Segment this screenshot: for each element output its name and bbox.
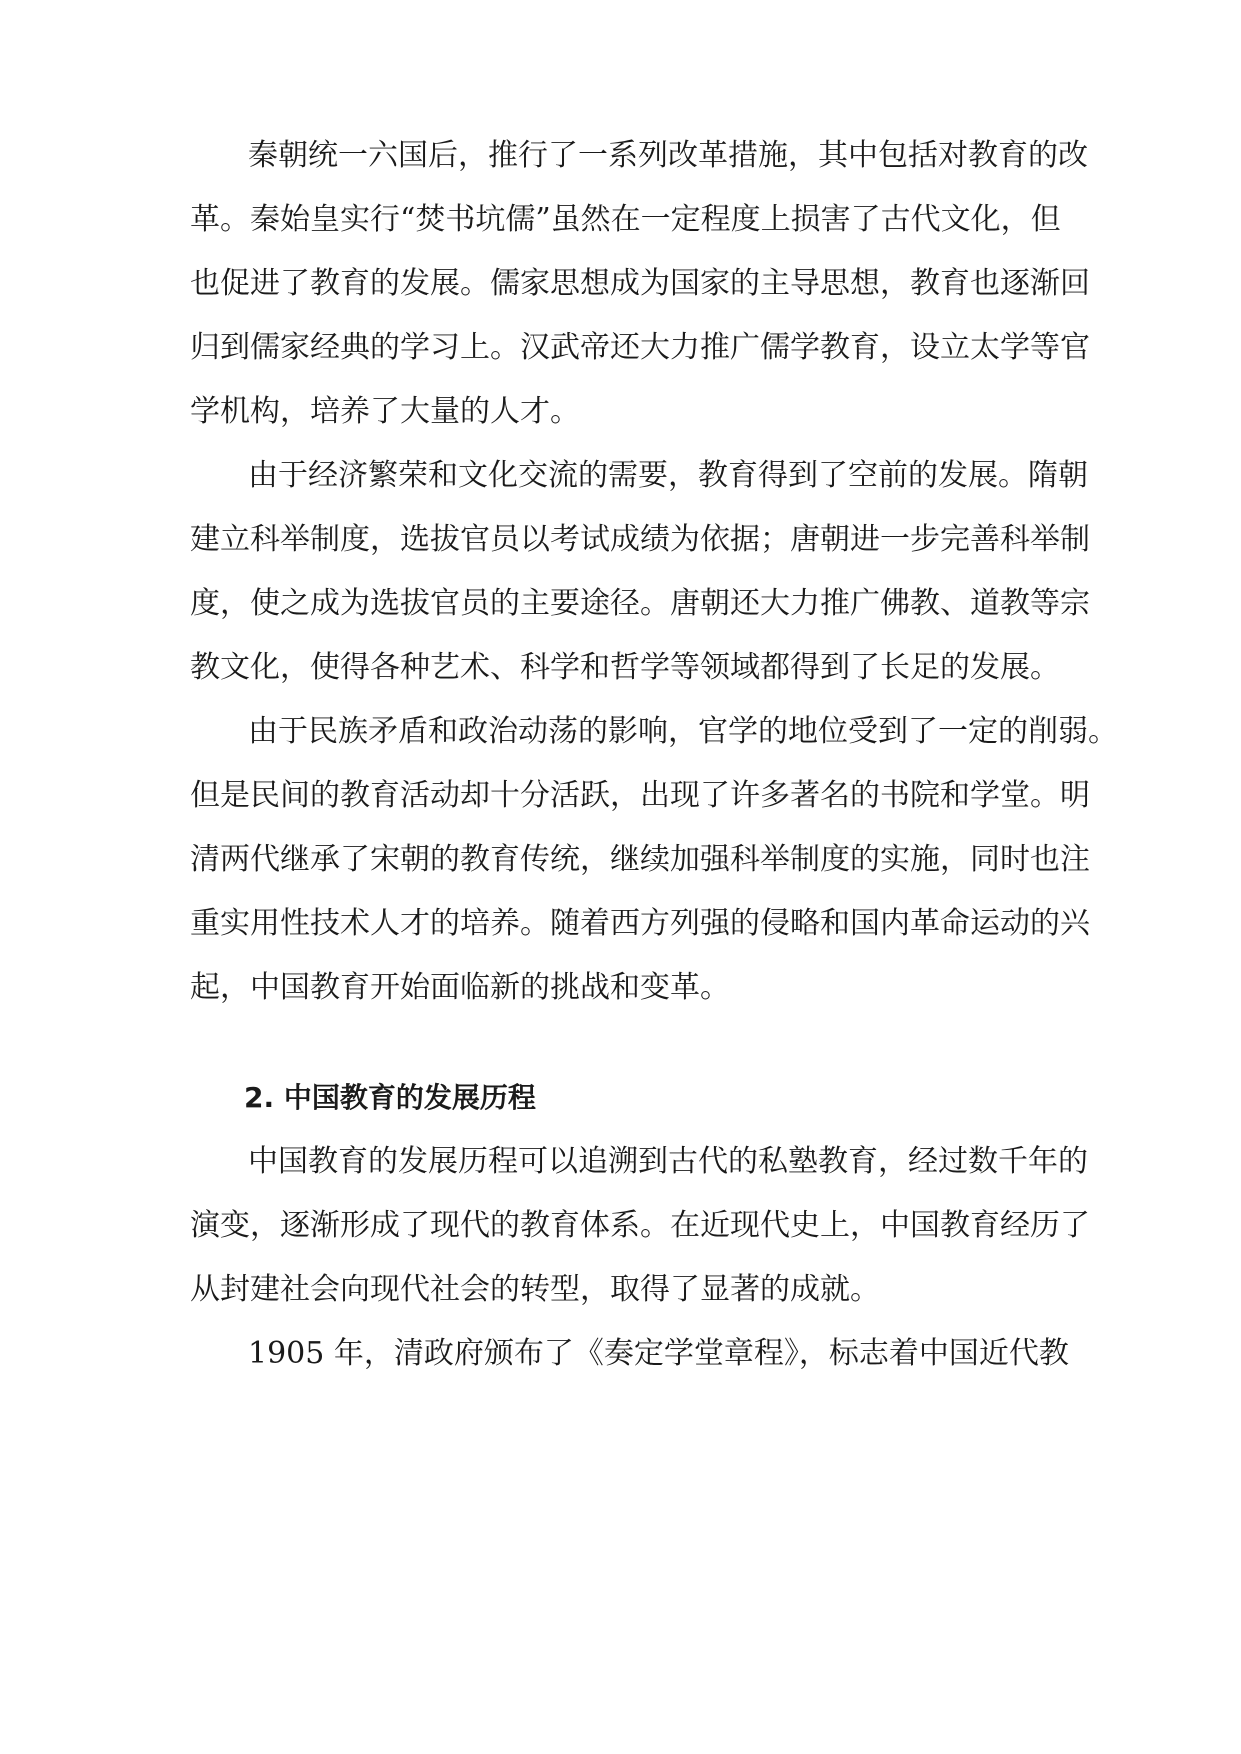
paragraph-3-line-2: 但是民间的教育活动却十分活跃，出现了许多著名的书院和学堂。明 <box>190 778 1090 813</box>
paragraph-1-line-3: 也促进了教育的发展。儒家思想成为国家的主导思想，教育也逐渐回 <box>190 266 1090 301</box>
section-paragraph-2-line-1: 1905 年，清政府颁布了《奏定学堂章程》，标志着中国近代教 <box>248 1336 1069 1371</box>
paragraph-3-line-4: 重实用性技术人才的培养。随着西方列强的侵略和国内革命运动的兴 <box>190 906 1090 941</box>
paragraph-3-line-3: 清两代继承了宋朝的教育传统，继续加强科举制度的实施，同时也注 <box>190 842 1090 877</box>
paragraph-1-line-4: 归到儒家经典的学习上。汉武帝还大力推广儒学教育，设立太学等官 <box>190 330 1090 365</box>
paragraph-1-line-1: 秦朝统一六国后，推行了一系列改革措施，其中包括对教育的改 <box>248 138 1088 173</box>
section-paragraph-1-line-2: 演变，逐渐形成了现代的教育体系。在近现代史上，中国教育经历了 <box>190 1208 1090 1243</box>
paragraph-1-line-2: 革。秦始皇实行“焚书坑儒”虽然在一定程度上损害了古代文化，但 <box>190 202 1061 237</box>
section-heading: 2. 中国教育的发展历程 <box>244 1081 536 1114</box>
paragraph-2-line-3: 度，使之成为选拔官员的主要途径。唐朝还大力推广佛教、道教等宗 <box>190 586 1090 621</box>
section-paragraph-1-line-3: 从封建社会向现代社会的转型，取得了显著的成就。 <box>190 1272 880 1307</box>
section-paragraph-1-line-1: 中国教育的发展历程可以追溯到古代的私塾教育，经过数千年的 <box>248 1144 1088 1179</box>
paragraph-3-line-5: 起，中国教育开始面临新的挑战和变革。 <box>190 970 730 1005</box>
paragraph-1-line-5: 学机构，培养了大量的人才。 <box>190 394 580 429</box>
paragraph-2-line-4: 教文化，使得各种艺术、科学和哲学等领域都得到了长足的发展。 <box>190 650 1060 685</box>
paragraph-3-line-1: 由于民族矛盾和政治动荡的影响，官学的地位受到了一定的削弱。 <box>248 714 1118 749</box>
paragraph-2-line-1: 由于经济繁荣和文化交流的需要，教育得到了空前的发展。隋朝 <box>248 458 1088 493</box>
paragraph-2-line-2: 建立科举制度，选拔官员以考试成绩为依据；唐朝进一步完善科举制 <box>190 522 1090 557</box>
